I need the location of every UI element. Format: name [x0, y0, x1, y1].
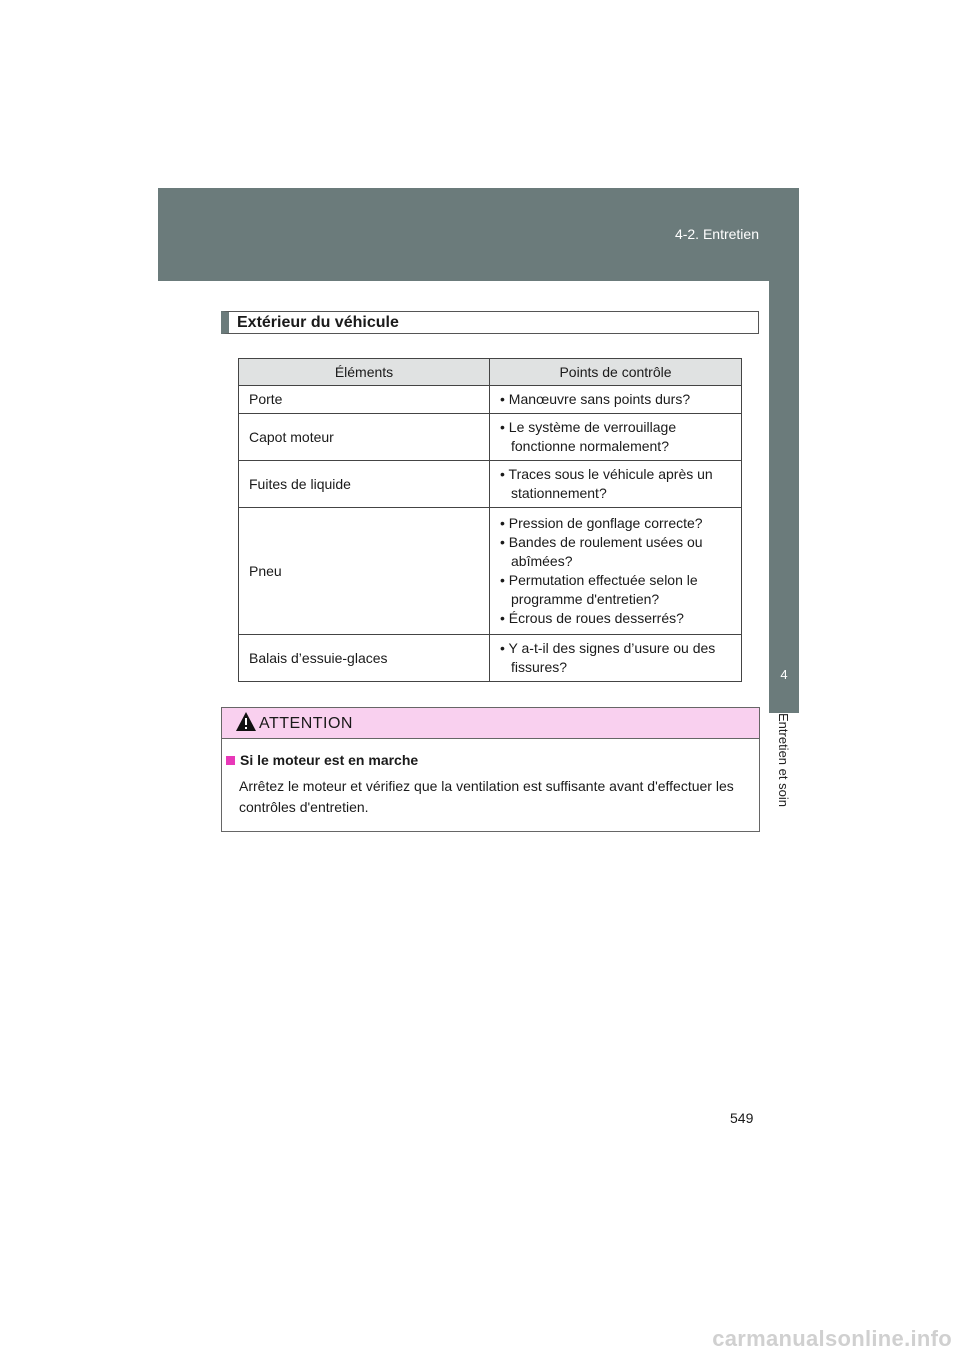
- column-header-items: Éléments: [239, 359, 490, 386]
- table-row: [239, 461, 742, 508]
- table-header-row: [239, 359, 742, 386]
- check-point: • Écrous de roues desserrés?: [500, 609, 733, 628]
- attention-title: ATTENTION: [259, 715, 353, 732]
- inspection-table: [238, 358, 742, 682]
- check-point: • Permutation effectuée selon le programme d'entretien?: [500, 571, 733, 609]
- check-point: • Pression de gonflage correcte?: [500, 514, 733, 533]
- column-header-checkpoints: Points de contrôle: [490, 359, 742, 386]
- attention-box: [221, 707, 760, 832]
- chapter-label: Entretien et soin: [776, 713, 791, 807]
- row-item: Capot moteur: [239, 414, 490, 461]
- section-header: 4-2. Entretien: [674, 226, 759, 242]
- chapter-number: 4: [780, 667, 788, 682]
- watermark: carmanualsonline.info: [712, 1326, 952, 1351]
- row-item: Fuites de liquide: [239, 461, 490, 508]
- check-point: • Le système de verrouillage fonctionne normalement?: [500, 418, 733, 456]
- attention-text: Arrêtez le moteur et vérifiez que la ventilation est suffisante avant d'effectuer les contrôles d'entretien.: [239, 778, 734, 815]
- row-item: Balais d’essuie-glaces: [239, 635, 490, 682]
- chapter-tab: [769, 281, 799, 713]
- page-number: 549: [730, 1110, 754, 1126]
- chapter-label-container: [769, 713, 799, 843]
- warning-triangle-icon: [235, 711, 257, 733]
- attention-subtitle: [226, 752, 418, 768]
- row-points: [490, 386, 742, 414]
- row-points: [490, 635, 742, 682]
- section-title: [221, 311, 759, 334]
- section-title-text: Extérieur du véhicule: [237, 314, 399, 331]
- pink-square-icon: [226, 756, 235, 765]
- attention-header: [222, 708, 759, 739]
- row-points: [490, 461, 742, 508]
- table-row: [239, 414, 742, 461]
- row-points: [490, 414, 742, 461]
- table-row: [239, 386, 742, 414]
- check-point: • Y a-t-il des signes d’usure ou des fissures?: [500, 639, 733, 677]
- table-row: [239, 635, 742, 682]
- row-points: [490, 508, 742, 635]
- table-row: [239, 508, 742, 635]
- row-item: Pneu: [239, 508, 490, 635]
- check-point: • Manœuvre sans points durs?: [500, 390, 733, 409]
- row-item: Porte: [239, 386, 490, 414]
- header-band: [158, 188, 799, 281]
- check-point: • Traces sous le véhicule après un stationnement?: [500, 465, 733, 503]
- check-point: • Bandes de roulement usées ou abîmées?: [500, 533, 733, 571]
- attention-subtitle-text: Si le moteur est en marche: [240, 752, 419, 768]
